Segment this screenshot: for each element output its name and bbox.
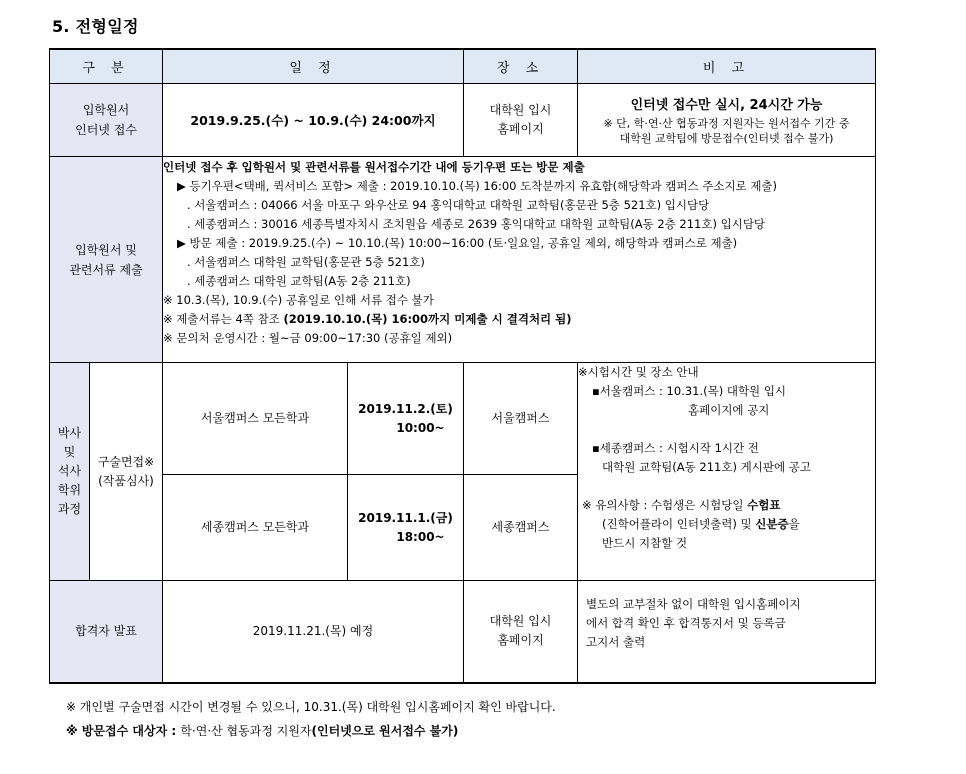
schedule-cell: 2019.9.25.(수) ~ 10.9.(수) 24:00까지 — [163, 84, 464, 157]
row-label: 합격자 발표 — [50, 581, 163, 683]
place-seoul: 서울캠퍼스 — [464, 363, 578, 475]
admission-schedule-table — [49, 48, 876, 684]
table-row-internet-application — [50, 84, 876, 157]
submission-details: 인터넷 접수 후 입학원서 및 관련서류를 원서접수기간 내에 등기우편 또는 방문 제출 ▶ 등기우편<택배, 퀵서비스 포함> 제출 : 2019.10.10.(목) 16:00 도착분까지 유효함(해당학과 캠퍼스 주소지로 제출) . 서울캠퍼스 : 04066 서울 마포구 와우산로 94 홍익대학교 대학원 교학팀(홍문관 5층 521호) 입시담당 . 세종캠퍼스 : 30016 세종특별자치시 조치원읍 세종로 2639 홍익대학교 대학원 교학팀(A동 2층 211호) 입시담당 ▶ 방문 제출 : 2019.9.25.(수) ~ 10.10.(목) 10:00~16:00 (토·일요일, 공휴일 제외, 해당학과 캠퍼스로 제출) . 서울캠퍼스 대학원 교학팀(홍문관 5층 521호) . 세종캠퍼스 대학원 교학팀(A동 2층 211호) ※ 10.3.(목), 10.9.(수) 공휴일로 인해 서류 접수 불가 ※ 제출서류는 4쪽 참조 (2019.10.10.(목) 16:00까지 미제출 시 결격처리 됨) ※ 문의처 운영시간 : 월~금 09:00~17:30 (공휴일 제외) — [163, 157, 876, 363]
row-label: 입학원서 및 관련서류 제출 — [50, 157, 163, 363]
header-remarks: 비 고 — [578, 49, 876, 84]
footnote-visit-application: ※ 방문접수 대상자 : 학·연·산 협동과정 지원자(인터넷으로 원서접수 불가) — [66, 724, 459, 738]
header-place: 장 소 — [464, 49, 578, 84]
dept-sejong: 세종캠퍼스 모든학과 — [163, 475, 348, 581]
header-schedule: 일 정 — [163, 49, 464, 84]
date-seoul: 2019.11.2.(토) 10:00~ — [348, 363, 464, 475]
interview-remarks: ※시험시간 및 장소 안내 ▪서울캠퍼스 : 10.31.(목) 대학원 입시 홈페이지에 공지 ▪세종캠퍼스 : 시험시작 1시간 전 대학원 교학팀(A동 211호) 게시판에 공고 ※ 유의사항 : 수험생은 시험당일 수험표 (진학어플라이 인터넷출력) 및 신분증을 반드시 지참할 것 — [578, 363, 876, 581]
place-cell: 대학원 입시 홈페이지 — [464, 84, 578, 157]
place-cell: 대학원 입시 홈페이지 — [464, 581, 578, 683]
table-row-document-submission — [50, 157, 876, 363]
dept-seoul: 서울캠퍼스 모든학과 — [163, 363, 348, 475]
place-sejong: 세종캠퍼스 — [464, 475, 578, 581]
remarks-cell: 인터넷 접수만 실시, 24시간 가능 ※ 단, 학·연·산 협동과정 지원자는 원서접수 기간 중 대학원 교학팀에 방문접수(인터넷 접수 불가) — [578, 84, 876, 157]
remarks-cell: 별도의 교부절차 없이 대학원 입시홈페이지 에서 합격 확인 후 합격통지서 및 등록금 고지서 출력 — [578, 581, 876, 683]
table-row-interview-seoul — [50, 363, 876, 475]
header-category: 구 분 — [50, 49, 163, 84]
schedule-cell: 2019.11.21.(목) 예정 — [163, 581, 464, 683]
row-label: 입학원서 인터넷 접수 — [50, 84, 163, 157]
date-sejong: 2019.11.1.(금) 18:00~ — [348, 475, 464, 581]
table-header-row — [50, 49, 876, 84]
interview-label: 구술면접※ (작품심사) — [90, 363, 163, 581]
degree-label: 박사 및 석사 학위 과정 — [50, 363, 90, 581]
section-title: 5. 전형일정 — [52, 17, 139, 36]
table-row-result-announcement — [50, 581, 876, 683]
footnote-interview-time: ※ 개인별 구술면접 시간이 변경될 수 있으니, 10.31.(목) 대학원 입시홈페이지 확인 바랍니다. — [66, 700, 556, 714]
